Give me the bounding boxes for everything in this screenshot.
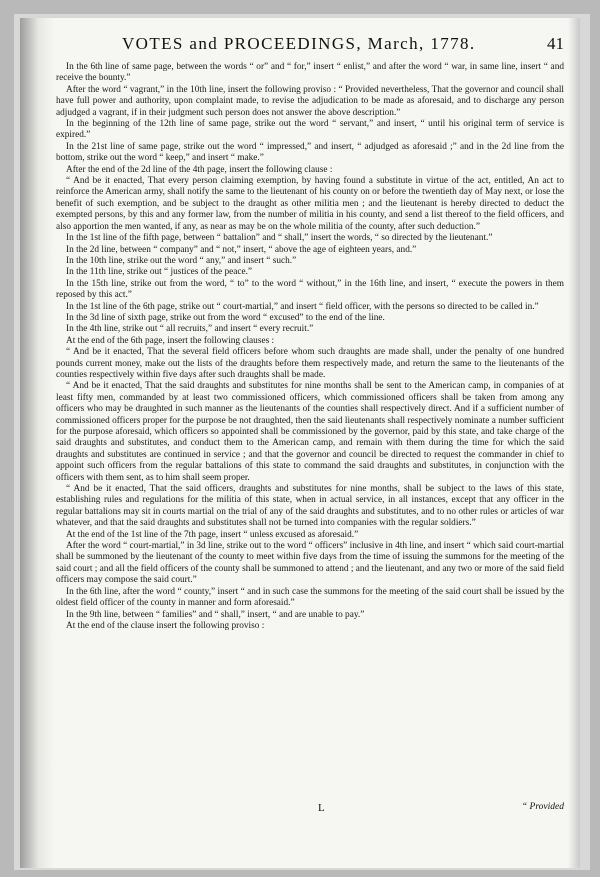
document-page xyxy=(20,18,580,868)
paragraph: In the 6th line, after the word “ county,” insert “ and in such case the summons for the meeting of the said court shall be issued by the oldest field officer of the county in manner and form aforesaid.” xyxy=(56,586,564,609)
paragraph: At the end of the 1st line of the 7th page, insert “ unless excused as aforesaid.” xyxy=(66,529,359,540)
running-title: VOTES and PROCEEDINGS, March, 1778. xyxy=(122,34,476,53)
paragraph: After the word “ court-martial,” in 3d line, strike out to the word “ officers” inclusive in 4th line, and insert “ which said court-martial shall be summoned by the lieutenant of the county to meet within five days from the time of issuing the summons for the meeting of the said court ; and all the field officers of the county shall be summoned to attend ; and the lieutenant, and any two or more of the said field officers may compose the said court.” xyxy=(56,541,564,586)
paragraph: In the 2d line, between “ company” and “ not,” insert, “ above the age of eighteen years, and.” xyxy=(66,244,417,255)
paragraph: In the 15th line, strike out from the word, “ to” to the word “ without,” in the 16th line, and insert, “ execute the powers in them reposed by this act.” xyxy=(56,278,564,301)
document-body xyxy=(56,62,564,632)
page-footer xyxy=(56,802,564,818)
paragraph: “ And be it enacted, That every person claiming exemption, by having found a substitute in virtue of the act, entitled, An act to reinforce the American army, shall notify the same to the lieutenant of his county on or before the twentieth day of May next, or lose the benefit of such exemption, and be subject to the draught as other militia men ; and the lieutenant is hereby directed to deduct the exempted persons, by this and any former law, from the number of militia in his county, and send a list thereof to the field officers, and also apportion the men wanted, if any, as near as may be on the whole militia of the county, after such deduction.” xyxy=(56,176,564,232)
paragraph: In the 9th line, between “ families” and “ shall,” insert, “ and are unable to pay.” xyxy=(66,609,365,620)
paragraph: In the 1st line of the fifth page, between “ battalion” and “ shall,” insert the words, “ so directed by the lieutenant.” xyxy=(66,233,493,244)
paragraph: “ And be it enacted, That the said officers, draughts and substitutes for nine months, shall be subject to the laws of this state, establishing rules and regulations for the militia of this state, when in actual service, in all instances, except that any officer in the regular battalions may sit in courts martial on the trial of any of the said draughts and substitutes, and to no other rules or articles of war whatever, and that the said draughts and substitutes shall not be turned into companies with the regular soldiers.” xyxy=(56,484,564,529)
paragraph: In the 21st line of same page, strike out the word “ impressed,” and insert, “ adjudged as aforesaid ;” and in the 2d line from the bottom, strike out the word “ keep,” and insert “ make.” xyxy=(56,141,564,164)
paragraph: In the 4th line, strike out “ all recruits,” and insert “ every recruit.” xyxy=(66,324,314,335)
paragraph: “ And be it enacted, That the said draughts and substitutes for nine months shall be sent to the American camp, in companies of at least fifty men, commanded by at least two commissioned officers, which commissioned officers shall be taken from among any officers who may be draughted in such manner as the lieutenants of the counties shall respectively direct. And if a sufficient number of commissioned officers proper for the purpose be not draughted, then the said lieutenants shall respectively nominate a number sufficient for the purpose aforesaid, which officers so appointed shall be commissioned by the governor, paid by this state, and take charge of the said draughts and substitutes, and conduct them to the American camp, and remain with them during the time for which the said draughts and substitutes are continued in service ; and that the governor and council be directed to request the commander in chief to appoint such officers from the regular battalions of this state to command the said draughts and substitutes, in conjunction with the officers with them sent, as to him shall seem proper. xyxy=(56,381,564,483)
binding-gutter xyxy=(20,18,54,868)
paragraph: In the beginning of the 12th line of same page, strike out the word “ servant,” and insert, “ until his original term of service is expired.” xyxy=(56,119,564,141)
paragraph: In the 3d line of sixth page, strike out from the word “ excused” to the end of the line. xyxy=(66,312,385,323)
paragraph: “ And be it enacted, That the several field officers before whom such draughts are made shall, under the penalty of one hundred pounds current money, make out the lists of the draughts before them respectively made, and return the same to the lieutenants of the counties respectively within five days after such draughts shall be made. xyxy=(56,347,564,380)
page-header xyxy=(96,32,566,60)
paragraph: In the 10th line, strike out the word “ any,” and insert “ such.” xyxy=(66,255,297,266)
paragraph: After the end of the 2d line of the 4th page, insert the following clause : xyxy=(66,164,333,175)
paragraph: At the end of the clause insert the following proviso : xyxy=(66,620,265,631)
paragraph: In the 6th line of same page, between the words “ or” and “ for,” insert “ enlist,” and after the word “ war, in same line, insert “ and receive the bounty.” xyxy=(56,62,564,84)
page-edge xyxy=(568,18,580,868)
catchword: “ Provided xyxy=(521,802,564,812)
paragraph: At the end of the 6th page, insert the following clauses : xyxy=(66,335,275,346)
paragraph: In the 1st line of the 6th page, strike out “ court-martial,” and insert “ field officer, with the persons so directed to be called in.” xyxy=(66,301,539,312)
paragraph: After the word “ vagrant,” in the 10th line, insert the following proviso : “ Provided nevertheless, That the governor and council shall have full power and authority, upon complaint made, to revise the adjudication to be made as aforesaid, and to discharge any person adjudged a vagrant, if in their judgment such person does not answer the above description.” xyxy=(56,84,564,118)
paragraph: In the 11th line, strike out “ justices of the peace.” xyxy=(66,267,253,278)
signature-mark: L xyxy=(318,802,325,814)
page-number: 41 xyxy=(547,34,564,53)
